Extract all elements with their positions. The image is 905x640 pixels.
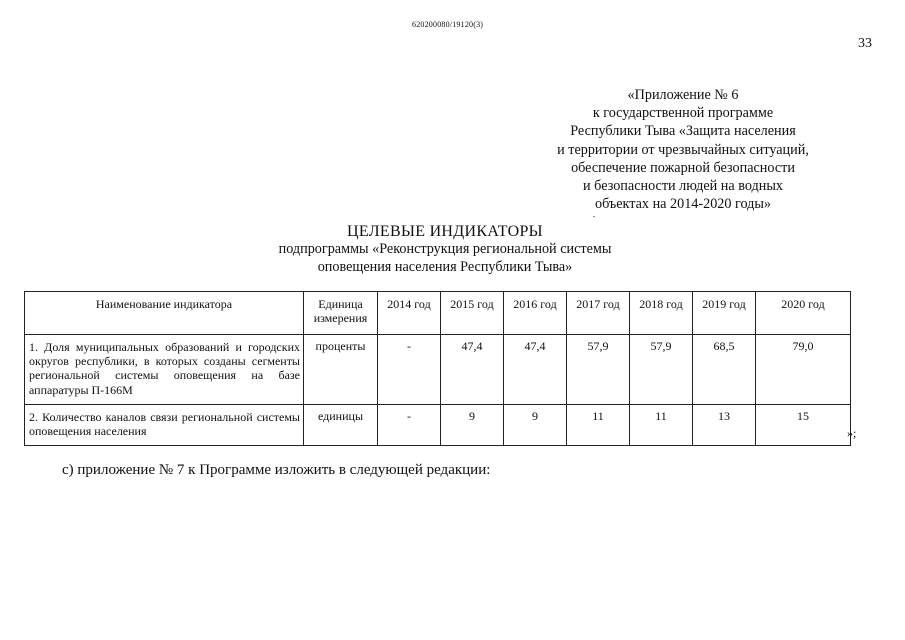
appendix-header <box>533 86 833 213</box>
appendix-line: и безопасности людей на водных <box>583 178 783 195</box>
table-row <box>25 335 851 405</box>
table-row <box>25 405 851 446</box>
value-cell: 68,5 <box>693 335 756 405</box>
unit-cell: единицы <box>304 405 378 446</box>
document-id: 620200080/19120(3) <box>412 20 484 29</box>
column-header: 2014 год <box>378 292 441 335</box>
column-header: 2019 год <box>693 292 756 335</box>
value-cell: 13 <box>693 405 756 446</box>
appendix-line: обеспечение пожарной безопасности <box>571 159 795 176</box>
appendix-line: Республики Тыва «Защита населения <box>570 123 796 140</box>
table-header-row <box>25 292 851 335</box>
indicators-table <box>24 291 851 446</box>
page-number: 33 <box>858 36 872 51</box>
value-cell: 79,0 <box>756 335 851 405</box>
appendix-line: объектах на 2014-2020 годы» <box>594 196 772 213</box>
column-header: 2020 год <box>756 292 851 335</box>
column-header: Наименование индикатора <box>25 292 304 335</box>
scan-speck <box>593 216 595 217</box>
document-title: ЦЕЛЕВЫЕ ИНДИКАТОРЫ <box>347 223 543 240</box>
appendix-line: «Приложение № 6 <box>627 87 739 103</box>
subtitle-line: подпрограммы «Реконструкция региональной системы <box>278 241 612 257</box>
indicator-name-cell: 2. Количество каналов связи региональной системы оповещения населения <box>25 405 304 446</box>
value-cell: 15 <box>756 405 851 446</box>
appendix-line: к государственной программе <box>592 105 774 122</box>
column-header: 2015 год <box>441 292 504 335</box>
value-cell: - <box>378 335 441 405</box>
subtitle-line: оповещения населения Республики Тыва» <box>317 258 573 275</box>
value-cell: 57,9 <box>630 335 693 405</box>
value-cell: 11 <box>630 405 693 446</box>
value-cell: 9 <box>441 405 504 446</box>
column-header: 2016 год <box>504 292 567 335</box>
closing-quote-mark: »; <box>847 426 857 440</box>
value-cell: 9 <box>504 405 567 446</box>
indicator-name-cell: 1. Доля муниципальных образований и городских округов республики, в которых созданы сегменты региональной системы оповещения на базе аппаратуры П-166М <box>25 335 304 405</box>
column-header: 2017 год <box>567 292 630 335</box>
appendix-line: и территории от чрезвычайных ситуаций, <box>557 141 809 158</box>
title-block <box>220 222 670 276</box>
value-cell: - <box>378 405 441 446</box>
value-cell: 47,4 <box>504 335 567 405</box>
value-cell: 11 <box>567 405 630 446</box>
column-header: Единица измерения <box>304 292 378 335</box>
column-header: 2018 год <box>630 292 693 335</box>
unit-cell: проценты <box>304 335 378 405</box>
value-cell: 57,9 <box>567 335 630 405</box>
value-cell: 47,4 <box>441 335 504 405</box>
amendment-paragraph: с) приложение № 7 к Программе изложить в следующей редакции: <box>62 462 491 478</box>
